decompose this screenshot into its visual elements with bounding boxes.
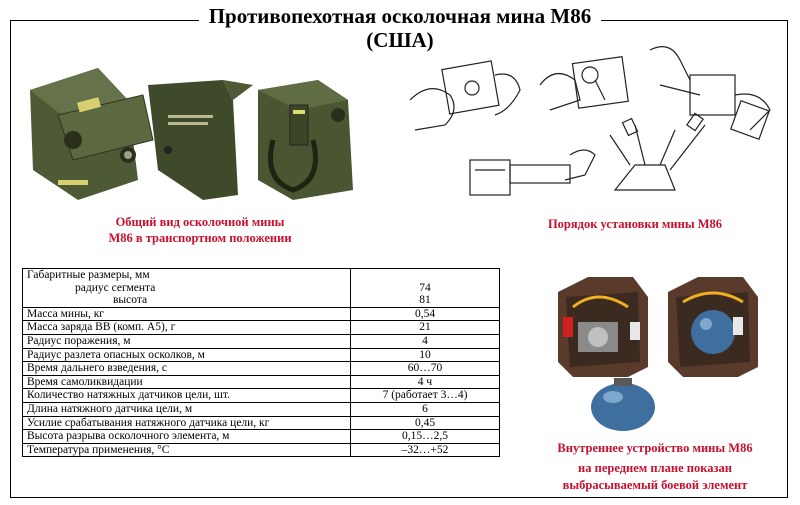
spec-label: Количество натяжных датчиков цели, шт. (23, 389, 351, 403)
table-row (23, 269, 500, 308)
spec-label: Длина натяжного датчика цели, м (23, 402, 351, 416)
install-step-1 (410, 61, 520, 130)
install-step-2 (540, 57, 628, 110)
mine-photo-1 (30, 68, 153, 200)
title-line-1: Противопехотная осколочная мина М86 (199, 3, 602, 29)
table-row (23, 443, 500, 457)
internal-caption (520, 440, 790, 494)
table-row (23, 321, 500, 335)
height-value: 81 (419, 294, 431, 307)
internal-view-right (668, 277, 758, 377)
internal-view-left (558, 277, 648, 377)
spec-label: Время самоликвидации (23, 375, 351, 389)
table-row (23, 416, 500, 430)
dimensions-label: Габаритные размеры, мм (27, 269, 150, 281)
installation-caption: Порядок установки мины М86 (547, 217, 723, 231)
table-row (23, 375, 500, 389)
spec-label: Высота разрыва осколочного элемента, м (23, 430, 351, 444)
table-row (23, 348, 500, 362)
specs-table (22, 268, 500, 457)
internal-caption-line-1: Внутреннее устройство мины М86 (557, 441, 753, 455)
spec-label: Радиус поражения, м (23, 334, 351, 348)
table-row (23, 307, 500, 321)
spec-value: 4 (351, 334, 500, 348)
spec-value: 4 ч (351, 375, 500, 389)
fragmentation-sphere (591, 378, 655, 431)
spec-value: 10 (351, 348, 500, 362)
spec-label: Масса мины, кг (23, 307, 351, 321)
spec-label (23, 269, 351, 308)
spec-value: 0,54 (351, 307, 500, 321)
internal-caption-line-2: на переднем плане показан (578, 461, 732, 475)
spec-label: Масса заряда ВВ (комп. А5), г (23, 321, 351, 335)
table-row (23, 389, 500, 403)
installation-drawings (400, 40, 780, 210)
install-step-3 (650, 47, 770, 140)
spec-label: Радиус разлета опасных осколков, м (23, 348, 351, 362)
spec-label: Температура применения, °С (23, 443, 351, 457)
spec-value: 21 (351, 321, 500, 335)
mine-transport-photo (18, 60, 358, 210)
spec-value: 0,15…2,5 (351, 430, 500, 444)
general-view-caption-line-2: М86 в транспортном положении (108, 231, 292, 245)
mine-photo-3 (258, 80, 353, 200)
height-label: высота (113, 294, 148, 307)
table-row (23, 402, 500, 416)
general-view-caption-line-1: Общий вид осколочной мины (115, 215, 285, 229)
spec-label: Усилие срабатывания натяжного датчика цели, кг (23, 416, 351, 430)
table-row (23, 334, 500, 348)
spec-value: –32…+52 (351, 443, 500, 457)
mine-photo-2 (148, 80, 253, 200)
internal-caption-line-3: выбрасываемый боевой элемент (562, 478, 748, 492)
spec-label: Время дальнего взведения, с (23, 362, 351, 376)
table-row (23, 430, 500, 444)
spec-value: 7 (работает 3…4) (351, 389, 500, 403)
install-step-5 (610, 113, 705, 190)
radius-value: 74 (419, 281, 431, 294)
spec-value: 0,45 (351, 416, 500, 430)
general-view-caption (50, 214, 350, 246)
spec-value: 60…70 (351, 362, 500, 376)
spec-value (351, 269, 500, 308)
radius-label: радиус сегмента (75, 281, 156, 294)
spec-value: 6 (351, 402, 500, 416)
title-line-2: (США) (366, 28, 434, 52)
install-step-4 (470, 150, 595, 195)
mine-internal-photo (548, 272, 768, 432)
table-row (23, 362, 500, 376)
